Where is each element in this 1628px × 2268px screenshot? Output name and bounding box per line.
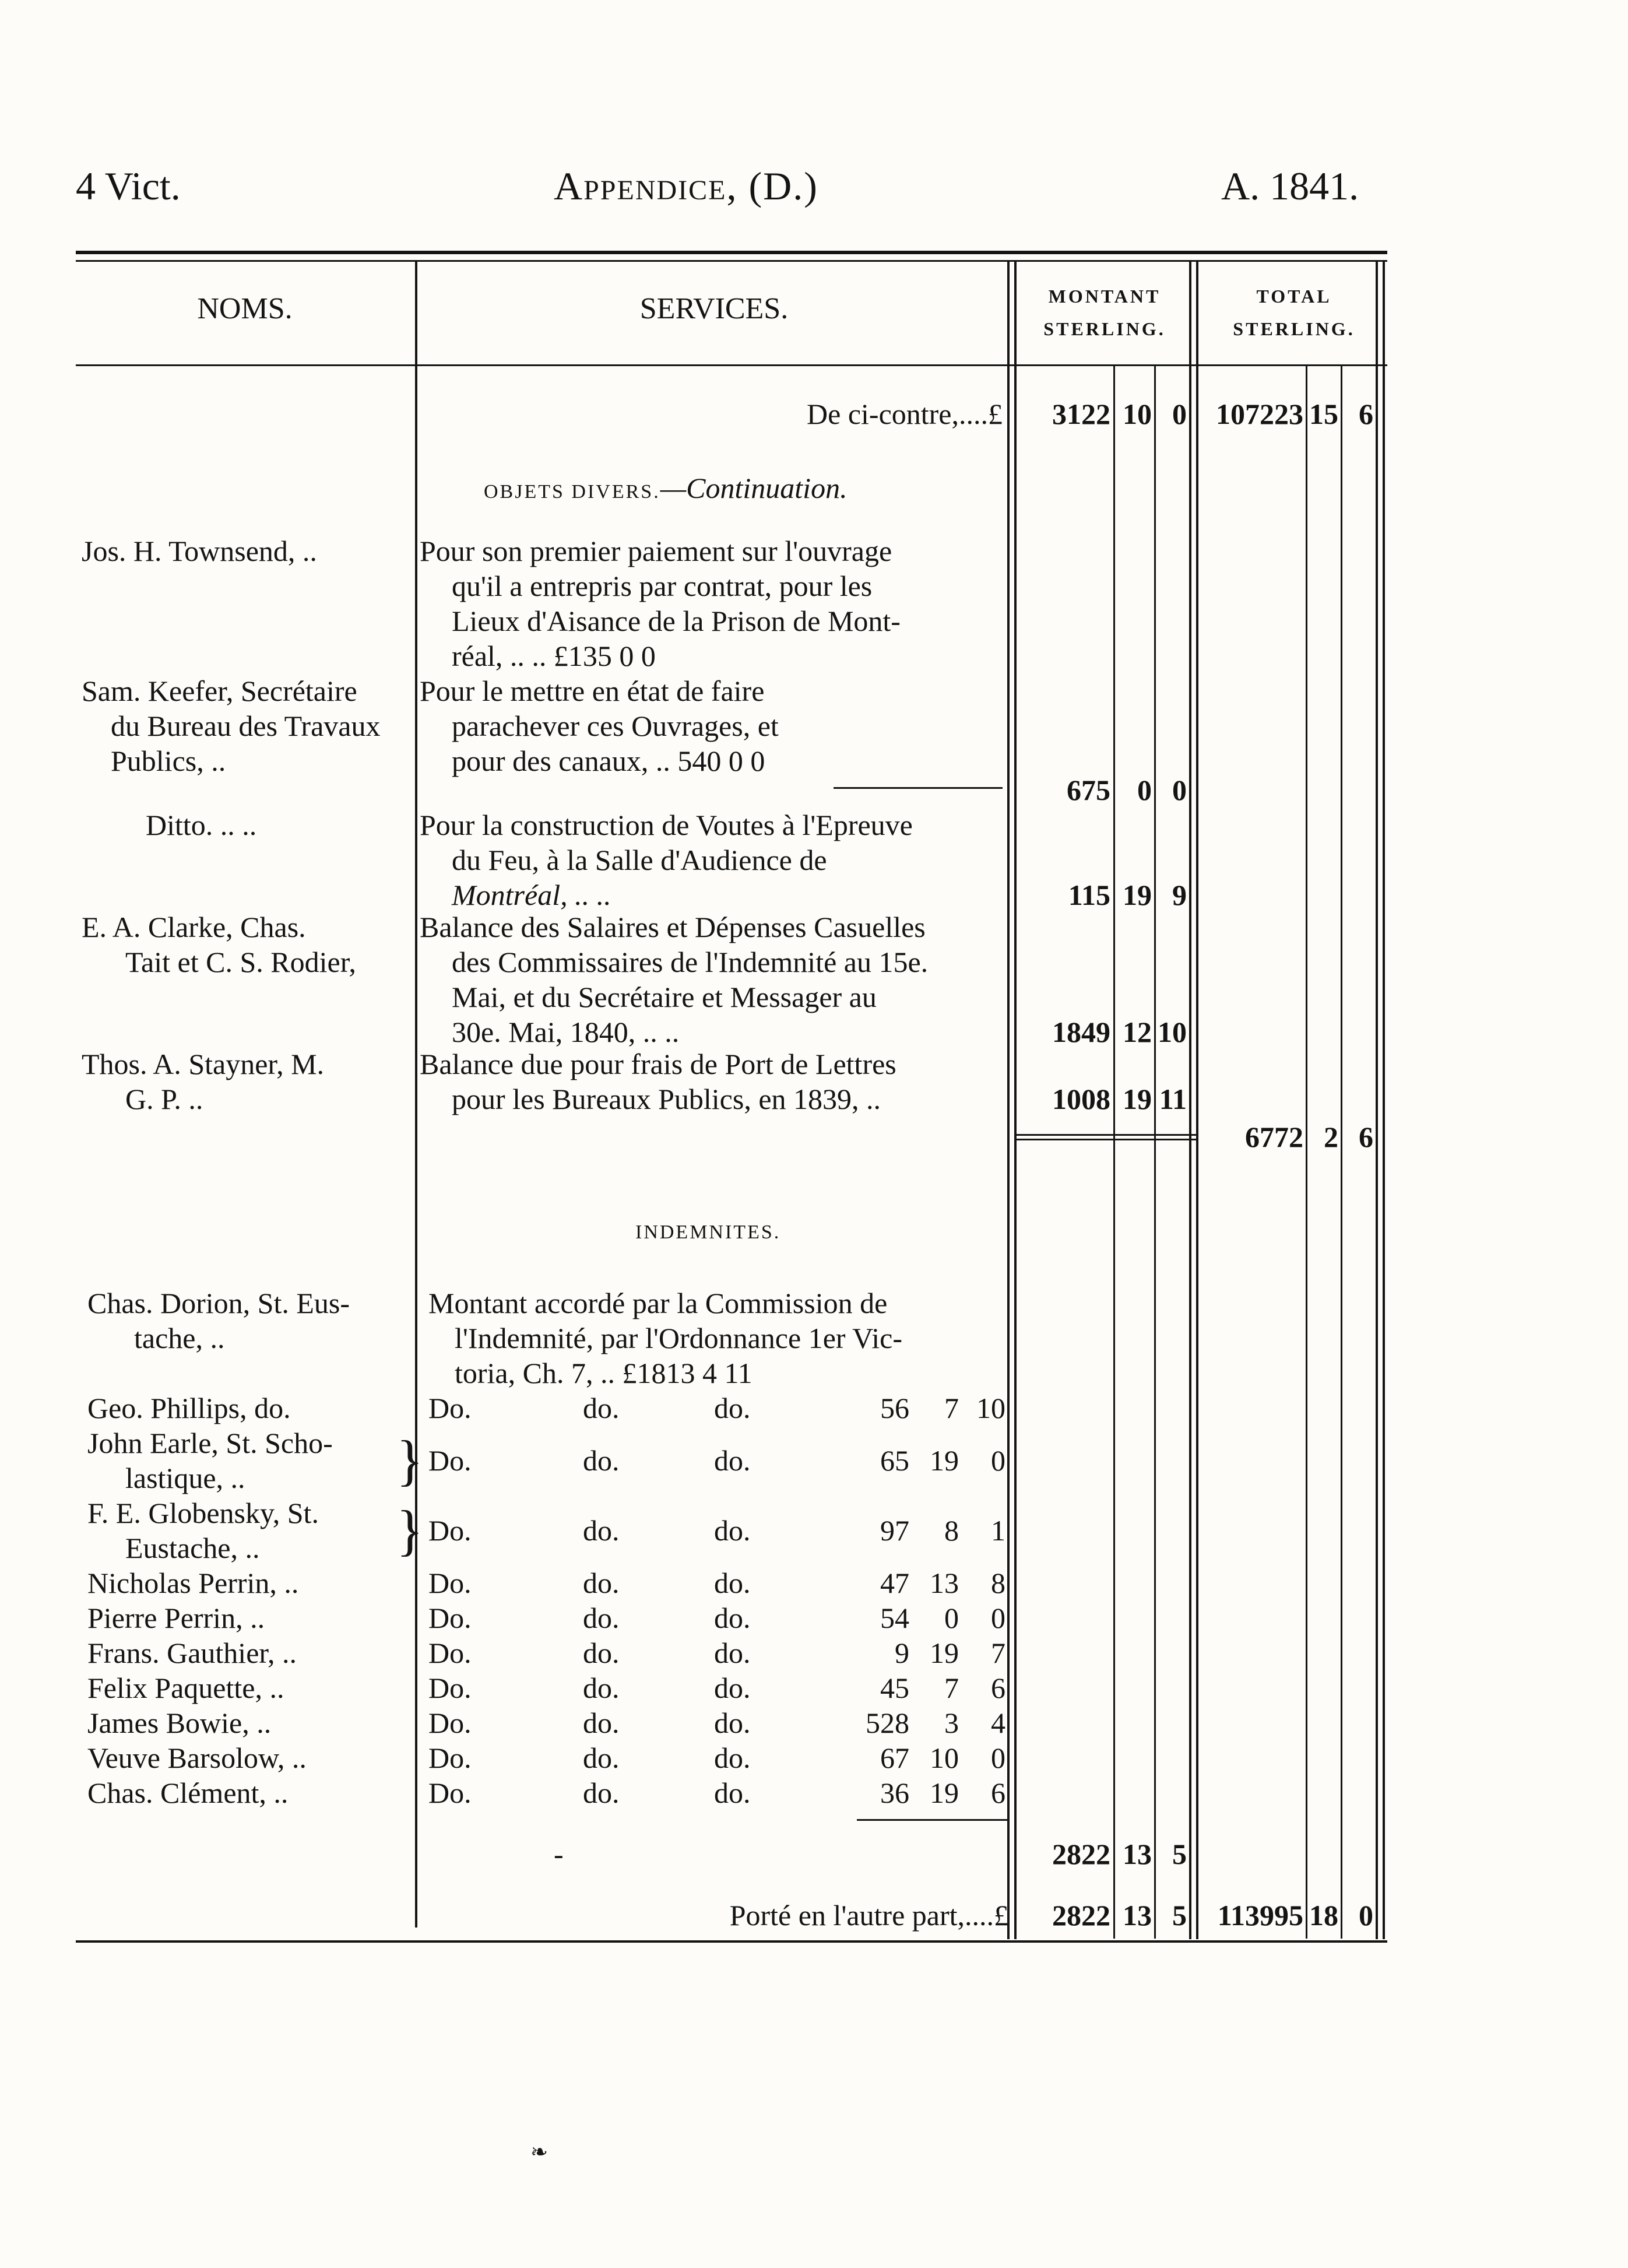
indem-row-pounds: 45 bbox=[880, 1672, 909, 1704]
amount-1849-s: 12 bbox=[1123, 1016, 1152, 1048]
section-objets-divers-title bbox=[484, 471, 848, 505]
amount-675-s: 0 bbox=[1137, 774, 1152, 806]
carried-in-total-d: 6 bbox=[1359, 398, 1373, 430]
indem-row-pounds: 47 bbox=[880, 1567, 909, 1599]
indem-row-pence: 4 bbox=[991, 1707, 1005, 1739]
section1-total-rule-b bbox=[1014, 1139, 1196, 1140]
bottom-rule bbox=[76, 1940, 1387, 1943]
indem-row-do-1: Do. bbox=[428, 1444, 472, 1477]
col-services: SERVICES. bbox=[639, 292, 789, 325]
indem-row-name: Veuve Barsolow, .. bbox=[87, 1742, 307, 1774]
amount-1008-d: 11 bbox=[1159, 1083, 1187, 1115]
indem-row-do-2: do. bbox=[583, 1777, 620, 1809]
entry-ditto-service-1: Pour la construction de Voutes à l'Epreuve bbox=[420, 809, 913, 841]
section1-total-s: 2 bbox=[1324, 1121, 1338, 1153]
indem-row-shillings: 7 bbox=[944, 1392, 959, 1424]
indem-row-do-2: do. bbox=[583, 1514, 620, 1547]
carried-out-montant-d: 5 bbox=[1172, 1899, 1187, 1932]
indem-row-name: Geo. Phillips, do. bbox=[87, 1392, 291, 1424]
carried-out-label: Porté en l'autre part,....£ bbox=[729, 1899, 1008, 1932]
indem-row-name: F. E. Globensky, St. bbox=[87, 1497, 319, 1529]
entry-dorion-service-1: Montant accordé par la Commission de bbox=[428, 1287, 888, 1319]
indem-row-pounds: 9 bbox=[895, 1637, 909, 1669]
subtotal-l: 2822 bbox=[1052, 1838, 1110, 1870]
col-montant-line1: MONTANT bbox=[1048, 286, 1161, 307]
entry-townsend-service-4: réal, .. .. £135 0 0 bbox=[452, 640, 656, 672]
indem-row-shillings: 13 bbox=[930, 1567, 959, 1599]
entry-dorion-service-2: l'Indemnité, par l'Ordonnance 1er Vic- bbox=[455, 1322, 902, 1354]
indem-row-do-1: Do. bbox=[428, 1707, 472, 1739]
subtotal-rule-1 bbox=[834, 787, 1003, 789]
carried-in-label: De ci-contre,....£ bbox=[807, 398, 1003, 430]
rule-right-a bbox=[1376, 260, 1378, 1939]
indem-row-shillings: 19 bbox=[930, 1777, 959, 1809]
entry-keefer-name-3: Publics, .. bbox=[111, 745, 226, 777]
indem-row-do-2: do. bbox=[583, 1637, 620, 1669]
carried-in-montant-d: 0 bbox=[1172, 398, 1187, 430]
carried-out-total-s: 18 bbox=[1309, 1899, 1338, 1932]
indem-row-do-2: do. bbox=[583, 1672, 620, 1704]
indem-row-do-3: do. bbox=[714, 1567, 751, 1599]
amount-1849-l: 1849 bbox=[1052, 1016, 1110, 1048]
col-montant-line2: STERLING. bbox=[1043, 318, 1166, 339]
indem-row-do-3: do. bbox=[714, 1514, 751, 1547]
rule-noms-services bbox=[415, 260, 417, 1928]
entry-keefer-service-2: parachever ces Ouvrages, et bbox=[452, 710, 779, 742]
col-total-line2: STERLING. bbox=[1233, 318, 1355, 339]
indem-row-shillings: 10 bbox=[930, 1742, 959, 1774]
ornament-icon: ❧ bbox=[530, 2140, 548, 2164]
indem-row-do-3: do. bbox=[714, 1742, 751, 1774]
carried-in-total-s: 15 bbox=[1309, 398, 1338, 430]
entry-clarke-name-2: Tait et C. S. Rodier, bbox=[125, 946, 356, 978]
carried-out-montant-s: 13 bbox=[1123, 1899, 1152, 1932]
indem-row-pence: 1 bbox=[991, 1514, 1005, 1547]
indem-row-do-3: do. bbox=[714, 1672, 751, 1704]
indem-row-do-1: Do. bbox=[428, 1742, 472, 1774]
indem-row-pounds: 56 bbox=[880, 1392, 909, 1424]
indem-row-shillings: 19 bbox=[930, 1444, 959, 1477]
section1-total-l: 6772 bbox=[1245, 1121, 1303, 1153]
carried-in-montant-s: 10 bbox=[1123, 398, 1152, 430]
entry-clarke-name-1: E. A. Clarke, Chas. bbox=[82, 911, 306, 943]
indem-row-name-cont: Eustache, .. bbox=[125, 1532, 260, 1564]
entry-clarke-service-3: Mai, et du Secrétaire et Messager au bbox=[452, 981, 877, 1013]
section1-total-d: 6 bbox=[1359, 1121, 1373, 1153]
subtotal-s: 13 bbox=[1123, 1838, 1152, 1870]
rule-right-b bbox=[1383, 260, 1385, 1939]
entry-dorion-name-2: tache, .. bbox=[134, 1322, 225, 1354]
entry-dorion-name-1: Chas. Dorion, St. Eus- bbox=[87, 1287, 350, 1319]
subtotal-rule-2 bbox=[857, 1819, 1008, 1821]
indem-row-do-1: Do. bbox=[428, 1637, 472, 1669]
indem-row-do-3: do. bbox=[714, 1602, 751, 1634]
subtotal-dash: - bbox=[554, 1838, 564, 1870]
indem-row-do-3: do. bbox=[714, 1637, 751, 1669]
indem-row-name-cont: lastique, .. bbox=[125, 1462, 245, 1494]
entry-townsend-service-2: qu'il a entrepris par contrat, pour les bbox=[452, 570, 873, 602]
entry-townsend-service-1: Pour son premier paiement sur l'ouvrage bbox=[420, 535, 892, 567]
col-noms: NOMS. bbox=[197, 292, 293, 325]
amount-1008-s: 19 bbox=[1123, 1083, 1152, 1115]
indem-row-name: Pierre Perrin, .. bbox=[87, 1602, 265, 1634]
indem-row-do-2: do. bbox=[583, 1444, 620, 1477]
entry-ditto-name: Ditto. .. .. bbox=[146, 809, 257, 841]
amount-115-d: 9 bbox=[1172, 879, 1187, 911]
entry-stayner-name-2: G. P. .. bbox=[125, 1083, 203, 1115]
carried-in-montant-l: 3122 bbox=[1052, 398, 1110, 430]
rule-montant-total-a bbox=[1189, 260, 1191, 1939]
carried-out-total-d: 0 bbox=[1359, 1899, 1373, 1932]
indem-row-do-2: do. bbox=[583, 1742, 620, 1774]
indem-row-do-2: do. bbox=[583, 1567, 620, 1599]
entry-keefer-service-3: pour des canaux, .. 540 0 0 bbox=[452, 745, 765, 777]
indem-row-name: John Earle, St. Scho- bbox=[87, 1427, 333, 1459]
indem-row-pounds: 54 bbox=[880, 1602, 909, 1634]
brace-icon: } bbox=[396, 1429, 424, 1491]
section-indemnites-title: INDEMNITES. bbox=[635, 1221, 781, 1243]
indem-row-do-1: Do. bbox=[428, 1567, 472, 1599]
header-right: A. 1841. bbox=[1221, 164, 1359, 208]
indem-row-do-1: Do. bbox=[428, 1672, 472, 1704]
rule-montant-pence bbox=[1154, 364, 1156, 1939]
indem-row-pence: 10 bbox=[976, 1392, 1005, 1424]
indem-row-pence: 7 bbox=[991, 1637, 1005, 1669]
indem-row-do-3: do. bbox=[714, 1444, 751, 1477]
indem-row-do-2: do. bbox=[583, 1707, 620, 1739]
subtotal-d: 5 bbox=[1172, 1838, 1187, 1870]
indem-row-pounds: 97 bbox=[880, 1514, 909, 1547]
amount-1008-l: 1008 bbox=[1052, 1083, 1110, 1115]
entry-clarke-service-1: Balance des Salaires et Dépenses Casuelles bbox=[420, 911, 926, 943]
indem-row-shillings: 8 bbox=[944, 1514, 959, 1547]
header-left: 4 Vict. bbox=[76, 164, 181, 208]
indem-row-do-2: do. bbox=[583, 1602, 620, 1634]
indem-row-do-1: Do. bbox=[428, 1392, 472, 1424]
entry-townsend-name: Jos. H. Townsend, .. bbox=[82, 535, 317, 567]
indem-row-do-1: Do. bbox=[428, 1514, 472, 1547]
indem-row-pounds: 528 bbox=[866, 1707, 909, 1739]
indem-row-shillings: 7 bbox=[944, 1672, 959, 1704]
entry-stayner-service-2: pour les Bureaux Publics, en 1839, .. bbox=[452, 1083, 881, 1115]
indem-row-pence: 0 bbox=[991, 1742, 1005, 1774]
header-center: Appendice, (D.) bbox=[554, 164, 818, 208]
amount-675-d: 0 bbox=[1172, 774, 1187, 806]
entry-stayner-service-1: Balance due pour frais de Port de Lettres bbox=[420, 1048, 896, 1080]
brace-icon: } bbox=[396, 1499, 424, 1561]
carried-out-total-l: 113995 bbox=[1217, 1899, 1303, 1932]
indem-row-pence: 0 bbox=[991, 1602, 1005, 1634]
indem-row-shillings: 0 bbox=[944, 1602, 959, 1634]
indem-row-pounds: 65 bbox=[880, 1444, 909, 1477]
rule-services-montant-a bbox=[1007, 260, 1010, 1939]
entry-keefer-name-2: du Bureau des Travaux bbox=[111, 710, 381, 742]
indem-row-name: Frans. Gauthier, .. bbox=[87, 1637, 297, 1669]
indem-row-name: Chas. Clément, .. bbox=[87, 1777, 289, 1809]
col-total-line1: TOTAL bbox=[1256, 286, 1332, 307]
indem-row-shillings: 19 bbox=[930, 1637, 959, 1669]
indem-row-pounds: 67 bbox=[880, 1742, 909, 1774]
col-total bbox=[1207, 280, 1381, 345]
section-objets-divers-suffix: —Continuation. bbox=[660, 472, 848, 504]
indem-row-do-3: do. bbox=[714, 1707, 751, 1739]
indem-row-name: James Bowie, .. bbox=[87, 1707, 272, 1739]
indem-row-do-1: Do. bbox=[428, 1602, 472, 1634]
section-objets-divers-label: OBJETS DIVERS. bbox=[484, 481, 660, 503]
amount-675-l: 675 bbox=[1067, 774, 1110, 806]
amount-1849-d: 10 bbox=[1158, 1016, 1187, 1048]
rule-montant-total-b bbox=[1196, 260, 1198, 1939]
indem-row-shillings: 3 bbox=[944, 1707, 959, 1739]
indem-row-pounds: 36 bbox=[880, 1777, 909, 1809]
indem-row-name: Nicholas Perrin, .. bbox=[87, 1567, 299, 1599]
entry-townsend-service-3: Lieux d'Aisance de la Prison de Mont- bbox=[452, 605, 901, 637]
indem-row-pence: 8 bbox=[991, 1567, 1005, 1599]
top-rule-thick bbox=[76, 251, 1387, 254]
carried-in-total-l: 107223 bbox=[1216, 398, 1303, 430]
indem-row-pence: 6 bbox=[991, 1777, 1005, 1809]
entry-dorion-service-3: toria, Ch. 7, .. £1813 4 11 bbox=[455, 1357, 753, 1389]
entry-clarke-service-2: des Commissaires de l'Indemnité au 15e. bbox=[452, 946, 929, 978]
indem-row-pence: 0 bbox=[991, 1444, 1005, 1477]
amount-115-s: 19 bbox=[1123, 879, 1152, 911]
entry-ditto-service-3: Montréal, .. .. bbox=[452, 879, 611, 911]
indem-row-do-1: Do. bbox=[428, 1777, 472, 1809]
carried-out-montant-l: 2822 bbox=[1052, 1899, 1110, 1932]
indem-row-pence: 6 bbox=[991, 1672, 1005, 1704]
rule-montant-shillings bbox=[1113, 364, 1115, 1939]
indem-row-do-2: do. bbox=[583, 1392, 620, 1424]
amount-115-l: 115 bbox=[1068, 879, 1110, 911]
entry-keefer-name-1: Sam. Keefer, Secrétaire bbox=[82, 675, 357, 707]
indem-row-do-3: do. bbox=[714, 1392, 751, 1424]
entry-ditto-service-2: du Feu, à la Salle d'Audience de bbox=[452, 844, 827, 876]
entry-keefer-service-1: Pour le mettre en état de faire bbox=[420, 675, 765, 707]
indem-row-name: Felix Paquette, .. bbox=[87, 1672, 284, 1704]
col-montant bbox=[1017, 280, 1192, 345]
entry-clarke-service-4: 30e. Mai, 1840, .. .. bbox=[452, 1016, 680, 1048]
rule-services-montant-b bbox=[1014, 260, 1017, 1939]
entry-stayner-name-1: Thos. A. Stayner, M. bbox=[82, 1048, 325, 1080]
section1-total-rule-a bbox=[1014, 1134, 1196, 1136]
indem-row-do-3: do. bbox=[714, 1777, 751, 1809]
